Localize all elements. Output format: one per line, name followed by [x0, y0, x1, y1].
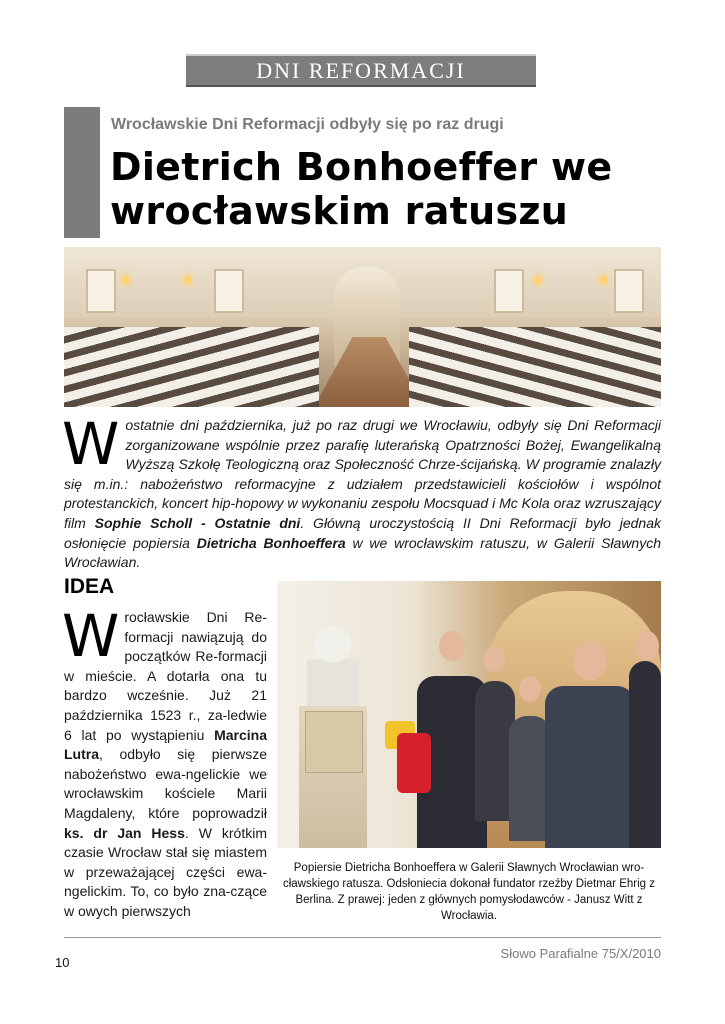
section-title: DNI REFORMACJI [256, 57, 466, 83]
lead-text-3: w we wrocławskim ratuszu, w Galerii Sławnych Wrocławian. [64, 534, 662, 571]
church-interior-photo [64, 247, 661, 407]
idea-dropcap: W [62, 602, 120, 670]
footer-divider [64, 937, 661, 938]
idea-luther-name: Marcina Lutra [64, 726, 267, 763]
idea-hess-name: ks. dr Jan Hess [64, 824, 185, 841]
idea-text-3: . W krótkim czasie Wrocław stał się miastem w przeważającej części ewa-ngelickim. To, co było zna-czące w owych pierwszych [64, 824, 267, 919]
lead-bonhoeffer-name: Dietricha Bonhoeffera [196, 534, 346, 551]
article-headline: Dietrich Bonhoeffer we wrocławskim ratuszu [110, 145, 613, 233]
lead-paragraph [62, 410, 662, 573]
title-accent-bar [64, 107, 100, 238]
publication-info: Słowo Parafialne 75/X/2010 [500, 946, 661, 961]
bust-unveiling-photo [277, 581, 661, 848]
photo-caption: Popiersie Dietricha Bonhoeffera w Galerii Sławnych Wrocławian wro-cławskiego ratusza. Odsłoniecia dokonał fundator rzeźby Dietmar Ehrig z Berlina. Z prawej: jeden z głównych pomysłodawców - Janusz Witt z Wrocławia. [282, 862, 655, 922]
lead-film-title: Sophie Scholl - Ostatnie dni [94, 514, 301, 531]
idea-paragraph [62, 602, 267, 922]
page-number: 10 [55, 955, 70, 970]
section-banner [186, 54, 536, 87]
idea-text-1: rocławskie Dni Re-formacji nawiązują do początków Re-formacji w mieście. A dotarła ona tu bardzo wcześnie. Już 21 października 1523 r., za-ledwie 6 lat po wystąpieniu [64, 609, 267, 743]
lead-text-1: ostatnie dni października, już po raz drugi we Wrocławiu, odbyły się Dni Reformacji zorganizowane wspólnie przez parafię luterańską Opatrzności Bożej, Ewangelikalną Wyższą Szkołę Teologiczną oraz Społeczność Chrze-ścijańską. W programie znalazły się m.in.: nabożeństwo reformacyjne z udziałem przedstawicieli kościołów i wspólnot protestanckich, koncert hip-hopowy w wykonaniu zespołu Mocsquad i Mc Kola oraz wzruszający film [64, 417, 661, 531]
idea-text-2: , odbyło się pierwsze nabożeństwo ewa-ngelickie we wrocławskim kościele Marii Magdaleny, które poprowadził [64, 746, 267, 821]
idea-heading: IDEA [64, 575, 115, 598]
lead-dropcap: W [62, 410, 120, 478]
article-subtitle: Wrocławskie Dni Reformacji odbyły się po raz drugi [111, 116, 504, 133]
lead-text-2: . Główną uroczystością II Dni Reformacji było jednak osłonięcie popiersia [64, 514, 661, 551]
